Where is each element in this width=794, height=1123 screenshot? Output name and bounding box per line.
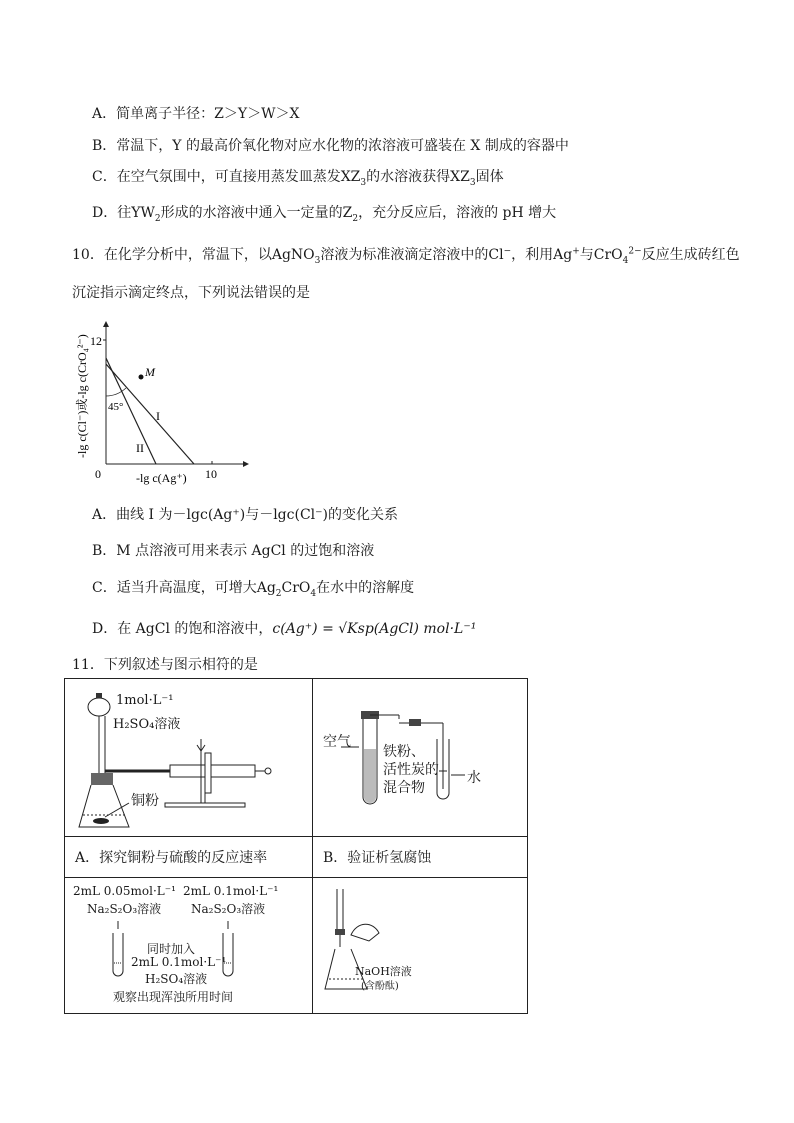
cell-c-mid-2: 2mL 0.1mol·L⁻¹ [131,955,227,969]
cell-a-powder: 铜粉 [131,793,159,809]
cell-c-tubes [65,919,312,991]
cell-d-solution: NaOH溶液 [355,965,412,978]
q10-stem-line2: 沉淀指示滴定终点，下列说法错误的是 [72,285,310,301]
q10-option-d: D．在 AgCl 的饱和溶液中，c(Ag⁺) = √Ksp(AgCl) mol·L⁻¹ [92,621,477,637]
cell-c-left-2: Na₂S₂O₃溶液 [87,902,162,916]
cell-c-bottom: 观察出现浑浊所用时间 [113,990,234,1004]
q11-stem: 11．下列叙述与图示相符的是 [72,657,258,673]
cell-c-left-1: 2mL 0.05mol·L⁻¹ [73,884,176,898]
cell-c-mid-1: 同时加入 [147,942,196,956]
cell-b-caption: B．验证析氢腐蚀 [323,850,432,866]
q9-option-c: C．在空气氛围中，可直接用蒸发皿蒸发$XZ_3$的水溶液获得$XZ_3$固体 [92,169,504,188]
y-tick-label: 12 [90,334,102,348]
point-m [139,375,144,380]
cell-d-titration [313,877,527,1013]
cell-b-mix-3: 混合物 [383,780,425,796]
cell-a-conc: 1mol·L⁻¹ [116,693,174,708]
curve-2-label: II [136,441,144,455]
cell-b-mix-2: 活性炭的 [383,762,439,778]
cell-c-right-2: Na₂S₂O₃溶液 [191,902,266,916]
q9-option-d: D．往$YW_2$形成的水溶液中通入一定量的$Z_2$，充分反应后，溶液的 pH 增大 [92,205,557,224]
y-axis-label: -lg c(Cl⁻)或-lg c(CrO₄²⁻) [75,334,89,458]
q10-option-c: C．适当升高温度，可增大$Ag_2CrO_4$在水中的溶解度 [92,580,415,599]
x-axis-label: -lg c(Ag⁺) [136,471,187,485]
q9-option-b: B．常温下，Y 的最高价氧化物对应水化物的浓溶液可盛装在 X 制成的容器中 [92,138,569,154]
angle-label: 45° [108,401,124,413]
cell-b-mix-1: 铁粉、 [383,744,425,760]
q11-figure-table [64,678,528,1014]
q10-option-a: A．曲线 I 为－lgc(Ag⁺)与－lgc(Cl⁻)的变化关系 [92,507,398,523]
q10-graph [70,310,260,490]
x-tick-label: 10 [205,467,217,481]
curve-1-label: I [156,409,160,423]
cell-a-caption: A．探究铜粉与硫酸的反应速率 [75,850,268,866]
q9-option-a: A．简单离子半径：Z＞Y＞W＞X [92,106,300,122]
cell-c-mid-3: H₂SO₄溶液 [145,972,208,986]
q10-stem-line1: 10．在化学分析中，常温下，以AgNO$_3$溶液为标准液滴定溶液中的Cl−，利用Ag+与CrO$_4^{2-}$反应生成砖红色 [72,246,740,266]
cell-c-right-1: 2mL 0.1mol·L⁻¹ [183,884,279,898]
curve-1 [106,364,194,464]
cell-d-indicator: (含酚酞) [361,981,399,992]
origin-label: 0 [95,467,101,481]
cell-b-water: 水 [467,770,481,786]
cell-a-acid: H₂SO₄溶液 [113,717,181,732]
point-m-label: M [145,365,155,379]
cell-b-air: 空气 [323,734,351,750]
cell-a-apparatus [65,679,312,836]
q10-option-b: B．M 点溶液可用来表示 AgCl 的过饱和溶液 [92,543,375,559]
